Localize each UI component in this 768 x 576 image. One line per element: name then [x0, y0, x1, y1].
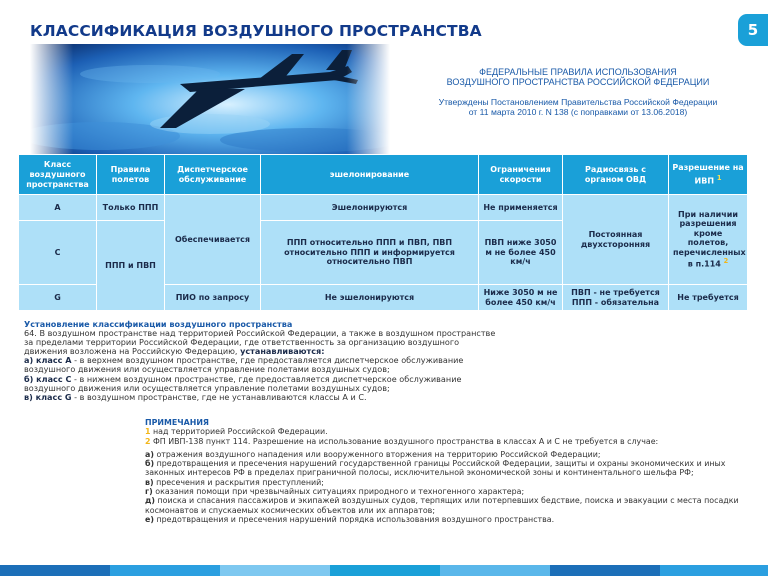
note-item-label: б)	[145, 459, 155, 469]
col-header-speed: Ограничения скорости	[479, 155, 563, 195]
cell-cg-rules: ППП и ПВП	[97, 221, 165, 311]
paragraph-line: за пределами территории Российской Федерации, где ответственность за организацию воздушного	[24, 337, 460, 348]
paragraph-line: движения возложена на Российскую Федерацию,	[24, 346, 238, 357]
note-marker: 2	[723, 257, 729, 266]
note-item-label: а)	[145, 449, 154, 459]
class-a-text: - в верхнем воздушном пространстве, где предоставляется диспетчерское обслуживание	[71, 355, 464, 366]
permit-ac-text: При наличии разрешения кроме полетов, перечисленных в п.114	[673, 209, 746, 269]
approval-line-1: Утверждены Постановлением Правительства Российской Федерации	[438, 97, 718, 107]
cell-dispatch-ac: Обеспечивается	[165, 195, 261, 285]
notes-heading: ПРИМЕЧАНИЯ	[145, 418, 209, 427]
footer-segment	[110, 565, 220, 576]
cell-c-echelon: ППП относительно ППП и ПВП, ПВП относительно ППП и информируется относительно ПВП	[261, 221, 479, 285]
note-item-text: отражения воздушного нападения или вооруженного вторжения на территорию Российской Федерации;	[153, 449, 601, 459]
col-header-class: Класс воздушного пространства	[19, 155, 97, 195]
approval-note	[418, 97, 738, 117]
col-header-radio: Радиосвязь с органом ОВД	[563, 155, 669, 195]
note-item-text: поиска и спасания пассажиров и экипажей воздушных судов, терпящих или потерпевших бедствие, поиска и эвакуации с места посадки космонавтов и спускаемых космических объектов или их аппаратов;	[145, 496, 739, 515]
cell-a-rules: Только ППП	[97, 195, 165, 221]
footer-segment	[550, 565, 660, 576]
note-item-label: д)	[145, 496, 155, 506]
note-1-text: над территорией Российской Федерации.	[150, 427, 328, 437]
note-item-text: предотвращения и пресечения нарушений государственной границы Российской Федерации, защиты и охраны экономических и иных законных интересов РФ в пределах приграничной полосы, исключительной экономической зоны и континентального шельфа РФ;	[145, 459, 726, 478]
rules-line-1: ФЕДЕРАЛЬНЫЕ ПРАВИЛА ИСПОЛЬЗОВАНИЯ	[479, 67, 677, 77]
class-c-label: б) класс С	[24, 373, 72, 384]
class-c-text: - в нижнем воздушном пространстве, где предоставляется диспетчерское обслуживание	[71, 373, 462, 384]
paragraph-line: 64. В воздушном пространстве над территорией Российской Федерации, а также в воздушном пространстве	[24, 328, 496, 339]
cell-a-speed: Не применяется	[479, 195, 563, 221]
cell-radio-ac: Постоянная двухсторонняя	[563, 195, 669, 285]
cell-c-speed: ПВП ниже 3050 м не более 450 км/ч	[479, 221, 563, 285]
class-g-text: - в воздушном пространстве, где не устанавливаются классы А и С.	[71, 391, 367, 402]
cell-g-permit: Не требуется	[669, 285, 748, 311]
footer-segment	[330, 565, 440, 576]
col-header-permit	[669, 155, 748, 195]
classification-text	[24, 320, 764, 402]
page-number-badge: 5	[738, 14, 768, 46]
note-item-label: в)	[145, 477, 154, 487]
footer-segment	[220, 565, 330, 576]
notes-block	[145, 418, 755, 524]
cell-g-speed: Ниже 3050 м не более 450 км/ч	[479, 285, 563, 311]
page-title: КЛАССИФИКАЦИЯ ВОЗДУШНОГО ПРОСТРАНСТВА	[30, 22, 482, 40]
col-header-rules: Правила полетов	[97, 155, 165, 195]
note-item-text: оказания помощи при чрезвычайных ситуациях природного и техногенного характера;	[152, 487, 525, 497]
footer-segment	[440, 565, 550, 576]
class-g-label: в) класс G	[24, 391, 72, 402]
note-item-text: предотвращения и пресечения нарушений порядка использования воздушного пространства.	[153, 514, 555, 524]
cell-class-g: G	[19, 285, 97, 311]
footer-stripe	[0, 565, 768, 576]
approval-line-2: от 11 марта 2010 г. N 138 (с поправками от 13.06.2018)	[468, 107, 688, 117]
airplane-icon	[30, 44, 390, 154]
note-marker: 1	[145, 427, 151, 437]
col-header-echelon: эшелонирование	[261, 155, 479, 195]
cell-g-dispatch: ПИО по запросу	[165, 285, 261, 311]
cell-a-echelon: Эшелонируются	[261, 195, 479, 221]
cell-class-a: А	[19, 195, 97, 221]
note-item-label: е)	[145, 514, 154, 524]
col-header-dispatch: Диспетчерское обслуживание	[165, 155, 261, 195]
airspace-classification-table	[18, 154, 748, 311]
footer-segment	[660, 565, 768, 576]
footer-segment	[0, 565, 110, 576]
note-marker: 2	[145, 436, 151, 446]
rules-line-2: ВОЗДУШНОГО ПРОСТРАНСТВА РОССИЙСКОЙ ФЕДЕРАЦИИ	[446, 77, 710, 87]
class-a-label: а) класс А	[24, 355, 72, 366]
note-item-text: пресечения и раскрытия преступлений;	[153, 477, 324, 487]
classification-heading: Установление классификации воздушного пространства	[24, 319, 293, 329]
rules-heading	[418, 67, 738, 87]
class-a-cont: воздушного движения или осуществляется управление полетами воздушных судов;	[24, 364, 390, 375]
established-label: устанавливаются:	[240, 346, 325, 357]
cell-g-echelon: Не эшелонируются	[261, 285, 479, 311]
cell-permit-ac	[669, 195, 748, 285]
cell-class-c: С	[19, 221, 97, 285]
cell-g-radio: ПВП - не требуется ППП - обязательна	[563, 285, 669, 311]
note-item-label: г)	[145, 487, 153, 497]
note-marker: 1	[716, 173, 722, 182]
airplane-photo	[30, 44, 390, 154]
permit-header-label: Разрешение на ИВП	[672, 162, 744, 186]
class-c-cont: воздушного движения или осуществляется управление полетами воздушных судов;	[24, 382, 390, 393]
note-2-text: ФП ИВП-138 пункт 114. Разрешение на использование воздушного пространства в классах А и С не требуется в случае:	[150, 436, 659, 446]
